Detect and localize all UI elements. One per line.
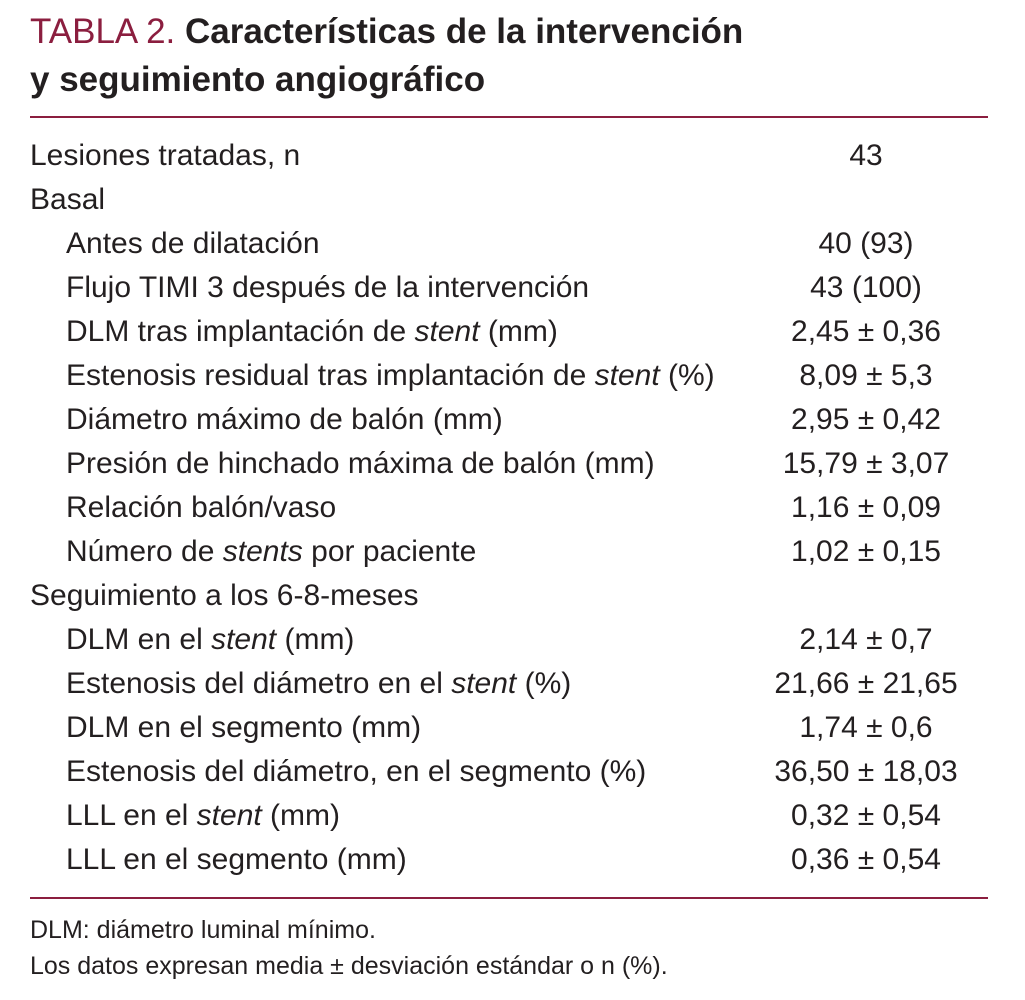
- row-value: 40 (93): [818, 227, 914, 260]
- row-label: Presión de hinchado máxima de balón (mm): [66, 447, 655, 480]
- table-row: [30, 266, 990, 310]
- row-label-italic: stent: [414, 315, 480, 348]
- row-label-text: Número de: [66, 535, 223, 568]
- table-row: [30, 662, 990, 706]
- title-line-1: [30, 8, 1010, 56]
- row-value: 8,09 ± 5,3: [799, 359, 933, 392]
- row-label: DLM en el segmento (mm): [66, 711, 422, 744]
- row-label: Diámetro máximo de balón (mm): [66, 403, 503, 436]
- row-label-text: DLM en el: [66, 623, 212, 656]
- row-value: 43: [849, 139, 883, 172]
- table-row: [30, 574, 990, 618]
- table-row: [30, 486, 990, 530]
- table-row: [30, 222, 990, 266]
- row-label-text: Estenosis del diámetro en el: [66, 667, 452, 700]
- row-value: 1,16 ± 0,09: [791, 491, 941, 524]
- row-label-text: (mm): [276, 623, 355, 656]
- table-row: [30, 134, 990, 178]
- row-value: 0,32 ± 0,54: [791, 799, 941, 832]
- table-row: [30, 442, 990, 486]
- row-label-text: Estenosis residual tras implantación de: [66, 359, 595, 392]
- row-value: 21,66 ± 21,65: [774, 667, 958, 700]
- row-value: 2,45 ± 0,36: [791, 315, 941, 348]
- top-rule: [30, 116, 988, 118]
- table-row: [30, 354, 990, 398]
- row-label: [66, 618, 354, 662]
- row-label: [66, 794, 340, 838]
- table-row: [30, 530, 990, 574]
- row-value: 15,79 ± 3,07: [782, 447, 950, 480]
- table-title: [30, 8, 1010, 104]
- table-row: [30, 310, 990, 354]
- row-value: 1,74 ± 0,6: [799, 711, 933, 744]
- table-row: [30, 750, 990, 794]
- row-value: 2,14 ± 0,7: [799, 623, 933, 656]
- title-text-2: y seguimiento angiográfico: [30, 60, 486, 99]
- table-row: [30, 178, 990, 222]
- table-row: [30, 618, 990, 662]
- row-label: Lesiones tratadas, n: [30, 139, 301, 172]
- table-row: [30, 838, 990, 882]
- table-row: [30, 794, 990, 838]
- table-number: TABLA 2.: [30, 12, 176, 51]
- row-label: LLL en el segmento (mm): [66, 843, 407, 876]
- row-value: 0,36 ± 0,54: [791, 843, 941, 876]
- row-label-text: DLM tras implantación de: [66, 315, 415, 348]
- table-body: [30, 134, 990, 882]
- row-label: Estenosis del diámetro, en el segmento (%): [66, 755, 647, 788]
- row-value: 43 (100): [810, 271, 922, 304]
- footnote-abbreviation: DLM: diámetro luminal mínimo.: [30, 916, 376, 944]
- row-label: Seguimiento a los 6-8-meses: [30, 579, 419, 612]
- row-label-text: (%): [659, 359, 715, 392]
- row-label-italic: stent: [196, 799, 262, 832]
- row-label-italic: stent: [211, 623, 277, 656]
- bottom-rule: [30, 897, 988, 899]
- row-label: [66, 310, 558, 354]
- row-value: 1,02 ± 0,15: [791, 535, 941, 568]
- row-label: Flujo TIMI 3 después de la intervención: [66, 271, 590, 304]
- row-label-italic: stent: [594, 359, 660, 392]
- row-label-text: (%): [516, 667, 572, 700]
- footnote-data-format: Los datos expresan media ± desviación estándar o n (%).: [30, 952, 668, 980]
- row-label: Antes de dilatación: [66, 227, 320, 260]
- table-footnotes: [30, 912, 990, 984]
- row-label-italic: stent: [451, 667, 517, 700]
- row-label: [66, 662, 571, 706]
- row-value: 36,50 ± 18,03: [774, 755, 958, 788]
- row-value: 2,95 ± 0,42: [791, 403, 941, 436]
- row-label: [66, 530, 476, 574]
- table-row: [30, 398, 990, 442]
- row-label: Basal: [30, 183, 106, 216]
- title-text-1: Características de la intervención: [185, 12, 744, 51]
- row-label-text: (mm): [479, 315, 558, 348]
- row-label-text: por paciente: [302, 535, 477, 568]
- row-label: [66, 354, 715, 398]
- table-row: [30, 706, 990, 750]
- row-label-italic: stents: [222, 535, 303, 568]
- row-label-text: LLL en el: [66, 799, 197, 832]
- row-label: Relación balón/vaso: [66, 491, 337, 524]
- row-label-text: (mm): [261, 799, 341, 832]
